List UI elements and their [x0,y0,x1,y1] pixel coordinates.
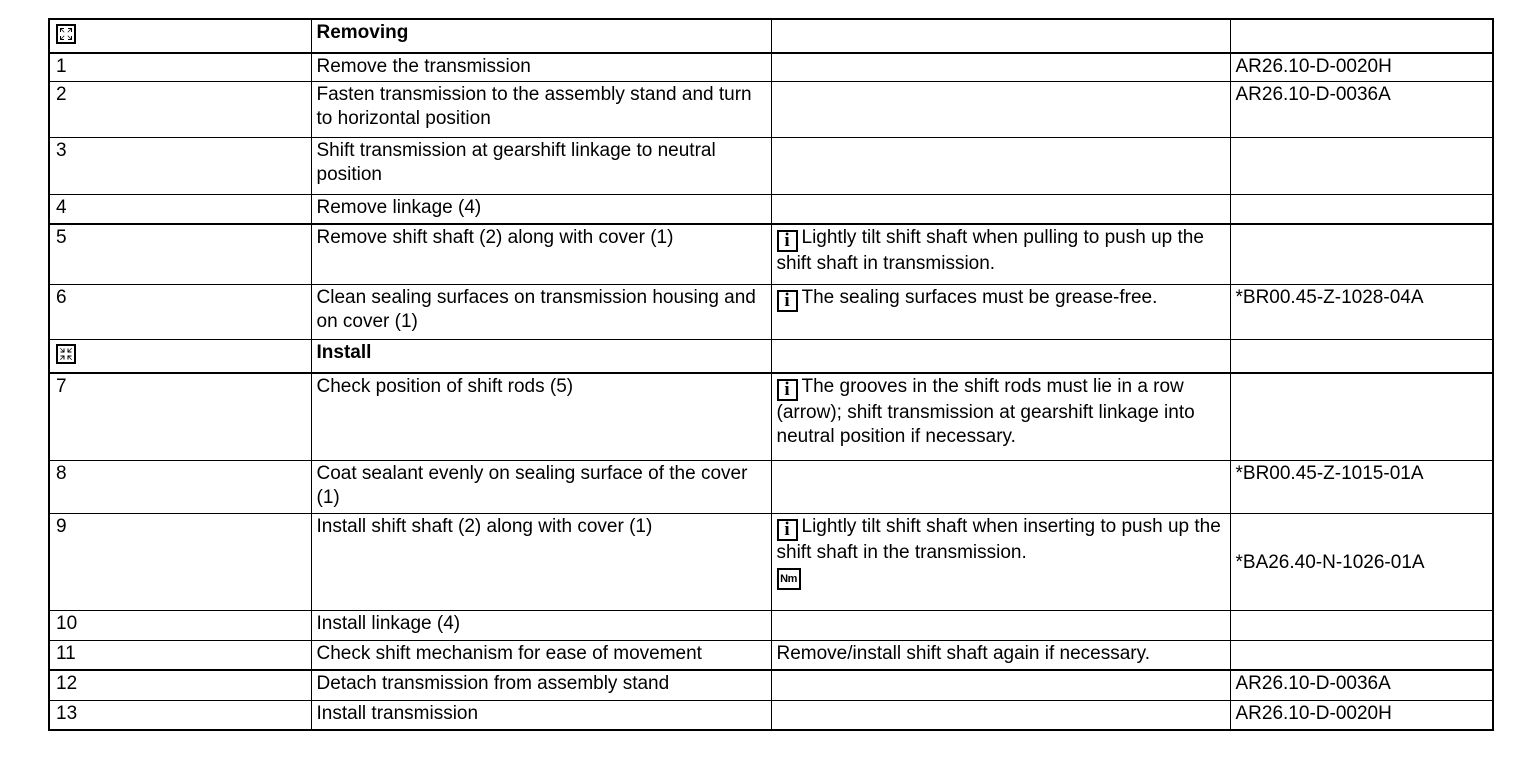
torque-icon[interactable]: Nm [777,568,801,590]
info-icon: i [777,519,798,541]
step-note: Remove/install shift shaft again if necessary. [771,640,1230,670]
step-row [49,670,1493,700]
section-icon-cell [49,19,311,53]
note-text: The sealing surfaces must be grease-free. [801,286,1158,308]
step-row [49,640,1493,670]
remove-phase-icon [56,24,76,44]
step-number: 6 [49,284,311,339]
step-number: 2 [49,81,311,137]
step-reference[interactable]: AR26.10-D-0020H [1230,53,1493,81]
step-row [49,53,1493,81]
step-row [49,460,1493,513]
step-row [49,284,1493,339]
step-note [771,670,1230,700]
step-reference [1230,373,1493,460]
step-note [771,373,1230,460]
step-note [771,137,1230,194]
step-row [49,137,1493,194]
step-reference[interactable]: *BR00.45-Z-1015-01A [1230,460,1493,513]
step-note [771,610,1230,640]
note-text: Lightly tilt shift shaft when inserting to push up the shift shaft in the transmission. [776,515,1221,563]
step-reference [1230,194,1493,224]
step-row [49,513,1493,610]
step-text: Install shift shaft (2) along with cover (1) [311,513,771,610]
step-text: Remove linkage (4) [311,194,771,224]
step-number: 3 [49,137,311,194]
step-number: 11 [49,640,311,670]
procedure-table [48,18,1494,731]
step-number: 8 [49,460,311,513]
step-number: 13 [49,700,311,730]
step-text: Clean sealing surfaces on transmission housing and on cover (1) [311,284,771,339]
step-reference[interactable]: *BA26.40-N-1026-01A [1230,513,1493,610]
step-reference [1230,137,1493,194]
step-reference[interactable]: AR26.10-D-0036A [1230,670,1493,700]
step-reference [1230,640,1493,670]
step-row [49,700,1493,730]
section-icon-cell [49,339,311,373]
step-text: Install transmission [311,700,771,730]
step-number: 10 [49,610,311,640]
step-text: Coat sealant evenly on sealing surface of the cover (1) [311,460,771,513]
step-text: Check shift mechanism for ease of movement [311,640,771,670]
step-note [771,53,1230,81]
step-note [771,460,1230,513]
step-text: Detach transmission from assembly stand [311,670,771,700]
step-row [49,224,1493,284]
info-icon: i [777,290,798,312]
install-phase-icon [56,344,76,364]
section-title: Install [311,339,771,373]
step-reference[interactable]: *BR00.45-Z-1028-04A [1230,284,1493,339]
step-row [49,194,1493,224]
section-header-row [49,19,1493,53]
step-number: 1 [49,53,311,81]
step-reference [1230,224,1493,284]
section-header-row [49,339,1493,373]
step-note [771,224,1230,284]
section-title: Removing [311,19,771,53]
step-row [49,610,1493,640]
step-note [771,700,1230,730]
info-icon: i [777,379,798,401]
info-icon: i [777,230,798,252]
step-text: Remove shift shaft (2) along with cover (1) [311,224,771,284]
step-note [771,284,1230,339]
step-row [49,81,1493,137]
step-text: Check position of shift rods (5) [311,373,771,460]
note-text: Lightly tilt shift shaft when pulling to push up the shift shaft in transmission. [776,227,1204,274]
step-text: Remove the transmission [311,53,771,81]
step-number: 4 [49,194,311,224]
step-note [771,81,1230,137]
step-reference [1230,610,1493,640]
step-note [771,513,1230,610]
step-reference[interactable]: AR26.10-D-0020H [1230,700,1493,730]
step-number: 9 [49,513,311,610]
step-text: Install linkage (4) [311,610,771,640]
step-reference[interactable]: AR26.10-D-0036A [1230,81,1493,137]
step-number: 7 [49,373,311,460]
step-number: 5 [49,224,311,284]
note-text: The grooves in the shift rods must lie in a row (arrow); shift transmission at gearshift linkage into neutral position if necessary. [776,376,1195,447]
step-text: Fasten transmission to the assembly stand and turn to horizontal position [311,81,771,137]
step-text: Shift transmission at gearshift linkage to neutral position [311,137,771,194]
step-note [771,194,1230,224]
step-number: 12 [49,670,311,700]
step-row [49,373,1493,460]
